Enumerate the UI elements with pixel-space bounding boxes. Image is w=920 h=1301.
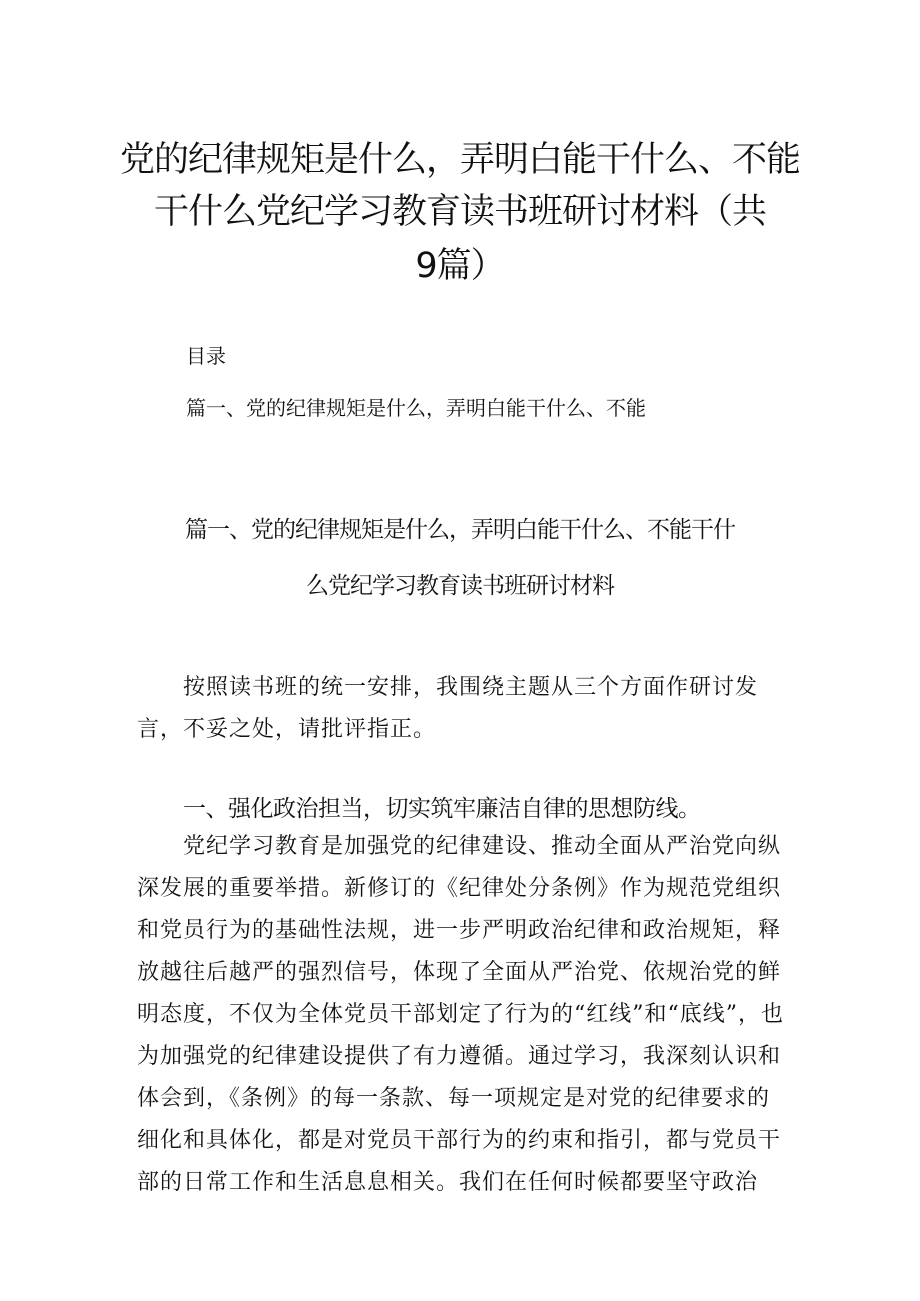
section-title-line-1: 篇一、党的纪律规矩是什么，弄明白能干什么、不能干什 [185, 517, 735, 543]
toc-label: 目录 [186, 344, 226, 368]
document-title-line-3: 9篇） [415, 246, 505, 286]
section-heading: 一、强化政治担当，切实筑牢廉洁自律的思想防线。 [183, 796, 701, 822]
body-paragraph: 党纪学习教育是加强党的纪律建设、推动全面从严治党向纵深发展的重要举措。新修订的《纪律处分条例》作为规范党组织和党员行为的基础性法规，进一步严明政治纪律和政治规矩，释放越往后越严的强烈信号，体现了全面从严治党、依规治党的鲜明态度，不仅为全体党员干部划定了行为的“红线”和“底线”，也为加强党的纪律建设提供了有力遵循。通过学习，我深刻认识和体会到，《条例》的每一条款、每一项规定是对党的纪律要求的细化和具体化，都是对党员干部行为的约束和指引，都与党员干部的日常工作和生活息息相关。我们在任何时候都要坚守政治 [137, 834, 784, 1195]
section-title-line-2: 么党纪学习教育读书班研讨材料 [306, 573, 614, 599]
intro-paragraph: 按照读书班的统一安排，我围绕主题从三个方面作研讨发言，不妥之处，请批评指正。 [137, 675, 759, 742]
document-title-line-2: 干什么党纪学习教育读书班研讨材料（共 [153, 192, 766, 232]
document-title-line-1: 党的纪律规矩是什么，弄明白能干什么、不能 [119, 140, 800, 180]
toc-item[interactable]: 篇一、党的纪律规矩是什么，弄明白能干什么、不能 [186, 396, 646, 420]
